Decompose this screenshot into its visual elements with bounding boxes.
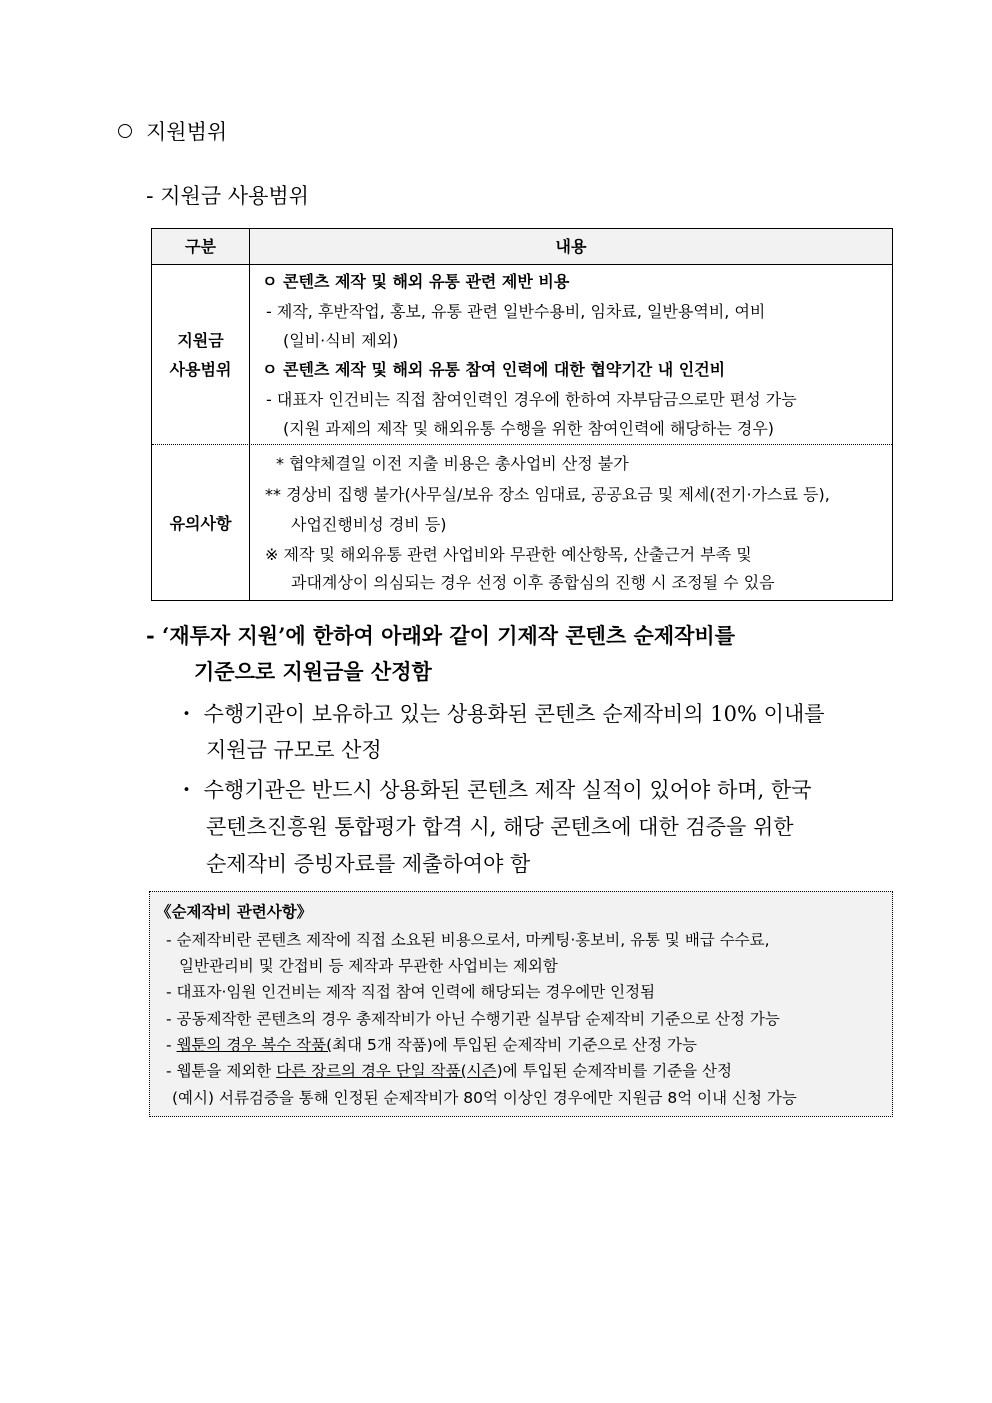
bullet2-line-3: 순제작비 증빙자료를 제출하여야 함 (206, 852, 531, 876)
row2-line-4: ※ 제작 및 해외유통 관련 사업비와 무관한 예산항목, 산출근거 부족 및 (265, 545, 752, 564)
reinvest-line-2: 기준으로 지원금을 산정함 (194, 659, 432, 684)
header-content: 내용 (555, 237, 587, 256)
note-line-7: (예시) 서류검증을 통해 인정된 순제작비가 80억 이상인 경우에만 지원금 8억 이내 신청 가능 (172, 1089, 797, 1107)
bullet1-line-1: ・ 수행기관이 보유하고 있는 상용화된 콘텐츠 순제작비의 10% 이내를 (176, 702, 825, 726)
note-line-5-prefix: - (166, 1036, 177, 1054)
note-line-5-rest: 최대 5개 작품)에 투입된 순제작비 기준으로 산정 가능 (332, 1036, 697, 1054)
row1-line-5: - 대표자 인건비는 직접 참여인력인 경우에 한하여 자부담금으로만 편성 가능 (266, 390, 797, 409)
note-line-1: - 순제작비란 콘텐츠 제작에 직접 소요된 비용으로서, 마케팅·홍보비, 유통 및 배급 수수료, (166, 931, 770, 949)
note-title: 《순제작비 관련사항》 (156, 903, 313, 921)
circle-bullet-icon (118, 124, 132, 138)
note-line-3: - 대표자·임원 인건비는 제작 직접 참여 인력에 해당되는 경우에만 인정됨 (166, 983, 656, 1001)
bullet2-line-2: 콘텐츠진흥원 통합평가 합격 시, 해당 콘텐츠에 대한 검증을 위한 (206, 815, 794, 839)
row2-line-2: ** 경상비 집행 불가(사무실/보유 장소 임대료, 공공요금 및 제세(전기·가스료 등), (265, 485, 830, 504)
note-box (149, 891, 893, 1117)
note-line-2: 일반관리비 및 간접비 등 제작과 무관한 사업비는 제외함 (179, 957, 558, 975)
row1-label (152, 265, 249, 444)
row2-label: 유의사항 (169, 514, 232, 533)
note-line-4: - 공동제작한 콘텐츠의 경우 총제작비가 아닌 수행기관 실부담 순제작비 기준으로 산정 가능 (166, 1010, 780, 1028)
note-line-6-prefix: - 웹툰을 제외한 (166, 1062, 277, 1080)
reinvest-line-1: - ‘재투자 지원’에 한하여 아래와 같이 기제작 콘텐츠 순제작비를 (146, 623, 735, 648)
bullet1-line-2: 지원금 규모로 산정 (206, 738, 382, 762)
column-divider (249, 229, 250, 600)
note-line-6-rest: )에 투입된 순제작비를 기준을 산정 (496, 1062, 733, 1080)
row1-line-1: ㅇ 콘텐츠 제작 및 해외 유통 관련 제반 비용 (262, 272, 570, 291)
row1-line-2: - 제작, 후반작업, 홍보, 유통 관련 일반수용비, 임차료, 일반용역비, 여비 (266, 302, 766, 321)
row2-line-3: 사업진행비성 경비 등) (291, 515, 447, 534)
bullet2-line-1: ・ 수행기관은 반드시 상용화된 콘텐츠 제작 실적이 있어야 하며, 한국 (176, 778, 812, 802)
row2-line-1: * 협약체결일 이전 지출 비용은 총사업비 산정 불가 (276, 454, 629, 473)
row1-line-6: (지원 과제의 제작 및 해외유통 수행을 위한 참여인력에 해당하는 경우) (283, 419, 775, 438)
note-line-5 (166, 1033, 697, 1055)
scope-table (151, 228, 893, 601)
section-heading-text: 지원범위 (146, 120, 228, 144)
row-divider (152, 444, 892, 445)
note-line-6 (166, 1059, 732, 1081)
note-line-6-underlined: 다른 장르의 경우 단일 작품(시즌 (276, 1062, 497, 1080)
note-line-5-underlined: 웹툰의 경우 복수 작품( (176, 1036, 333, 1054)
row1-line-3: (일비·식비 제외) (283, 331, 399, 350)
row1-line-4: ㅇ 콘텐츠 제작 및 해외 유통 참여 인력에 대한 협약기간 내 인건비 (262, 360, 726, 379)
row1-label-line2: 사용범위 (169, 359, 232, 379)
header-category: 구분 (185, 237, 216, 256)
row2-line-5: 과대계상이 의심되는 경우 선정 이후 종합심의 진행 시 조정될 수 있음 (291, 573, 775, 592)
sub-heading: - 지원금 사용범위 (146, 184, 309, 208)
section-heading (118, 116, 227, 146)
row1-label-line1: 지원금 (177, 330, 224, 350)
